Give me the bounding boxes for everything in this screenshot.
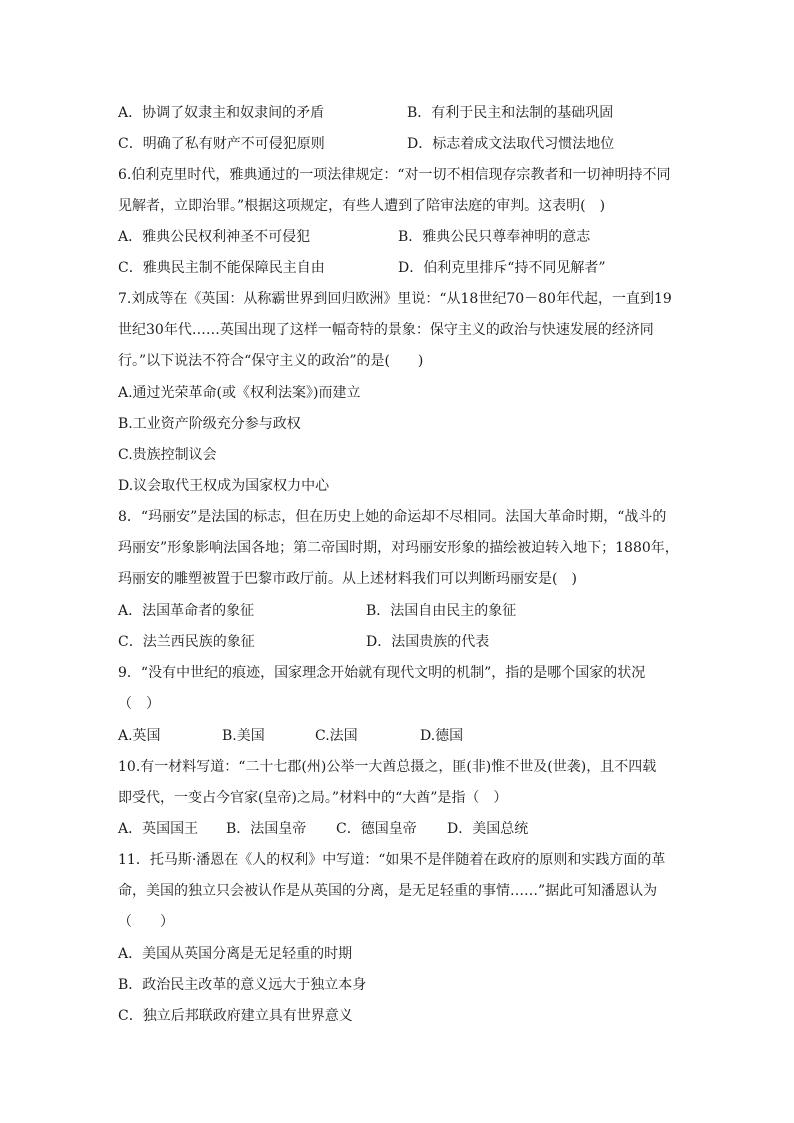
q7-stem-line-2: 世纪30年代……英国出现了这样一幅奇特的景象：保守主义的政治与快速发展的经济同 <box>118 322 654 338</box>
q7-option-d: D.议会取代王权成为国家权力中心 <box>118 478 330 494</box>
q11-option-b: B．政治民主改革的意义远大于独立本身 <box>118 977 367 993</box>
q8-stem-line-3: 玛丽安的雕塑被置于巴黎市政厅前。从上述材料我们可以判断玛丽安是( ) <box>118 571 577 587</box>
q7-option-c: C.贵族控制议会 <box>118 447 217 463</box>
q10-option-c: C．德国皇帝 <box>336 821 417 837</box>
q8-option-a: A．法国革命者的象征 <box>118 603 255 619</box>
q11-stem-line-2: 命，美国的独立只会被认作是从英国的分离，是无足轻重的事情……”据此可知潘恩认为 <box>118 883 658 899</box>
q9-option-d: D.德国 <box>420 728 464 744</box>
q6-stem-line-1: 6.伯利克里时代，雅典通过的一项法律规定：“对一切不相信现存宗教者和一切神明持不同 <box>118 167 671 183</box>
q8-option-c: C．法兰西民族的象征 <box>118 634 255 650</box>
q8-stem-line-1: 8．“玛丽安”是法国的标志，但在历史上她的命运却不尽相同。法国大革命时期，“战斗的 <box>118 509 667 525</box>
q8-stem-line-2: 玛丽安”形象影响法国各地；第二帝国时期，对玛丽安形象的描绘被迫转入地下；1880年， <box>118 540 679 556</box>
q8-option-d: D．法国贵族的代表 <box>366 634 490 650</box>
q6-option-a: A．雅典公民权利神圣不可侵犯 <box>118 229 311 245</box>
q7-stem-line-3: 行。”以下说法不符合“保守主义的政治”的是( ) <box>118 353 424 369</box>
q6-option-d: D．伯利克里排斥“持不同见解者” <box>398 260 606 276</box>
q9-option-a: A.英国 <box>118 728 161 744</box>
q8-option-b: B．法国自由民主的象征 <box>366 603 517 619</box>
q10-stem-line-2: 即受代，一变占今官家(皇帝)之局。”材料中的“大酋”是指（ ） <box>118 790 508 806</box>
q9-option-b: B.美国 <box>222 728 265 744</box>
q11-option-c: C．独立后邦联政府建立具有世界意义 <box>118 1008 353 1024</box>
q9-stem-line-1: 9．“没有中世纪的痕迹，国家理念开始就有现代文明的机制”，指的是哪个国家的状况 <box>118 665 646 681</box>
q11-stem-line-1: 11．托马斯·潘恩在《人的权利》中写道：“如果不是伴随着在政府的原则和实践方面的革 <box>118 852 666 868</box>
q5-option-a: A．协调了奴隶主和奴隶间的矛盾 <box>118 105 325 121</box>
q11-stem-line-3: （ ） <box>118 914 174 930</box>
q10-option-a: A．英国国王 <box>118 821 199 837</box>
q10-stem-line-1: 10.有一材料写道：“二十七郡(州)公举一大酋总摄之，匪(非)惟不世及(世袭)，且不四载 <box>118 759 657 775</box>
q6-stem-line-2: 见解者，立即治罪。”根据这项规定，有些人遭到了陪审法庭的审判。这表明( ) <box>118 198 606 214</box>
q10-option-d: D．美国总统 <box>447 821 529 837</box>
q11-option-a: A．美国从英国分离是无足轻重的时期 <box>118 946 353 962</box>
q9-stem-line-2: （ ） <box>118 696 160 712</box>
q9-option-c: C.法国 <box>315 728 358 744</box>
q10-option-b: B．法国皇帝 <box>226 821 307 837</box>
q6-option-c: C．雅典民主制不能保障民主自由 <box>118 260 325 276</box>
q5-option-b: B．有利于民主和法制的基础巩固 <box>407 105 614 121</box>
q7-option-a: A.通过光荣革命(或《权利法案》)而建立 <box>118 385 361 401</box>
q5-option-d: D．标志着成文法取代习惯法地位 <box>407 136 615 152</box>
q7-stem-line-1: 7.刘成等在《英国：从称霸世界到回归欧洲》里说：“从18世纪70－80年代起，一直到19 <box>118 291 672 307</box>
q6-option-b: B．雅典公民只尊奉神明的意志 <box>398 229 591 245</box>
q7-option-b: B.工业资产阶级充分参与政权 <box>118 416 301 432</box>
q5-option-c: C．明确了私有财产不可侵犯原则 <box>118 136 325 152</box>
